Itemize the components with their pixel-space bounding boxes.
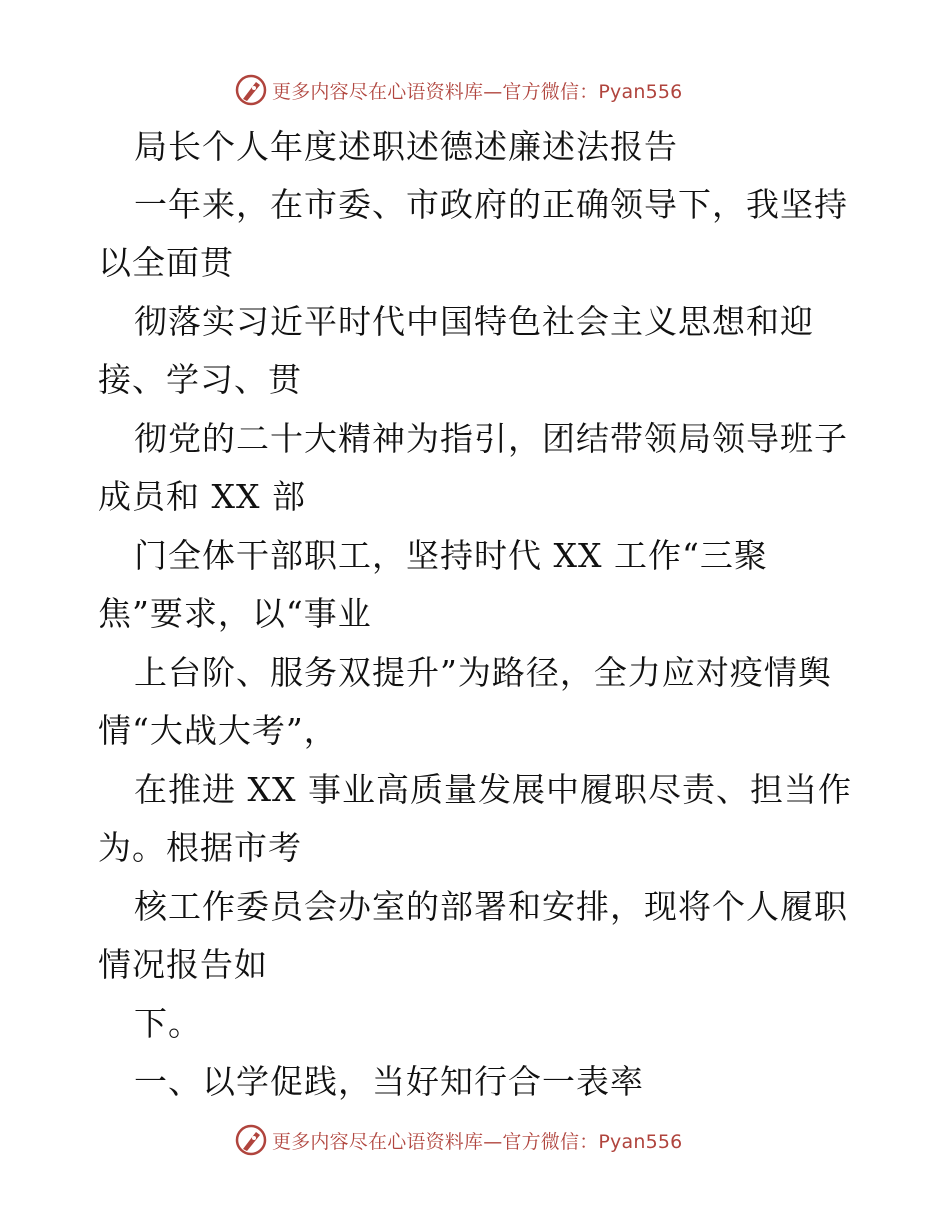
paragraph-line: 下。 [134,1004,202,1043]
paragraph-line: 门全体干部职工，坚持时代 XX 工作“三聚 [134,536,768,575]
watermark-header [234,72,682,108]
paragraph-line: 为。根据市考 [98,828,302,867]
paragraph-line: 以全面贯 [98,243,234,282]
paragraph-line: 上台阶、服务双提升”为路径，全力应对疫情舆 [134,653,832,692]
watermark-text: 更多内容尽在心语资料库—官方微信：Pyan556 [272,1130,683,1153]
pen-nib-logo-icon [234,73,268,107]
section-heading: 一、以学促践，当好知行合一表率 [134,1062,644,1101]
watermark-footer [234,1122,682,1158]
paragraph-line: 一年来，在市委、市政府的正确领导下，我坚持 [134,185,848,224]
document-title: 局长个人年度述职述德述廉述法报告 [134,127,678,166]
paragraph-line: 彻落实习近平时代中国特色社会主义思想和迎 [134,302,814,341]
paragraph-line: 核工作委员会办室的部署和安排，现将个人履职 [134,887,848,926]
paragraph-line: 彻党的二十大精神为指引，团结带领局领导班子 [134,419,848,458]
paragraph-line: 成员和 XX 部 [98,477,306,516]
pen-nib-logo-icon [234,1123,268,1157]
paragraph-line: 焦”要求，以“事业 [98,594,372,633]
watermark-text: 更多内容尽在心语资料库—官方微信：Pyan556 [272,80,683,103]
paragraph-line: 情况报告如 [98,945,268,984]
paragraph-line: 接、学习、贯 [98,360,302,399]
paragraph-line: 情“大战大考”， [98,711,338,750]
paragraph-line: 在推进 XX 事业高质量发展中履职尽责、担当作 [134,770,852,809]
